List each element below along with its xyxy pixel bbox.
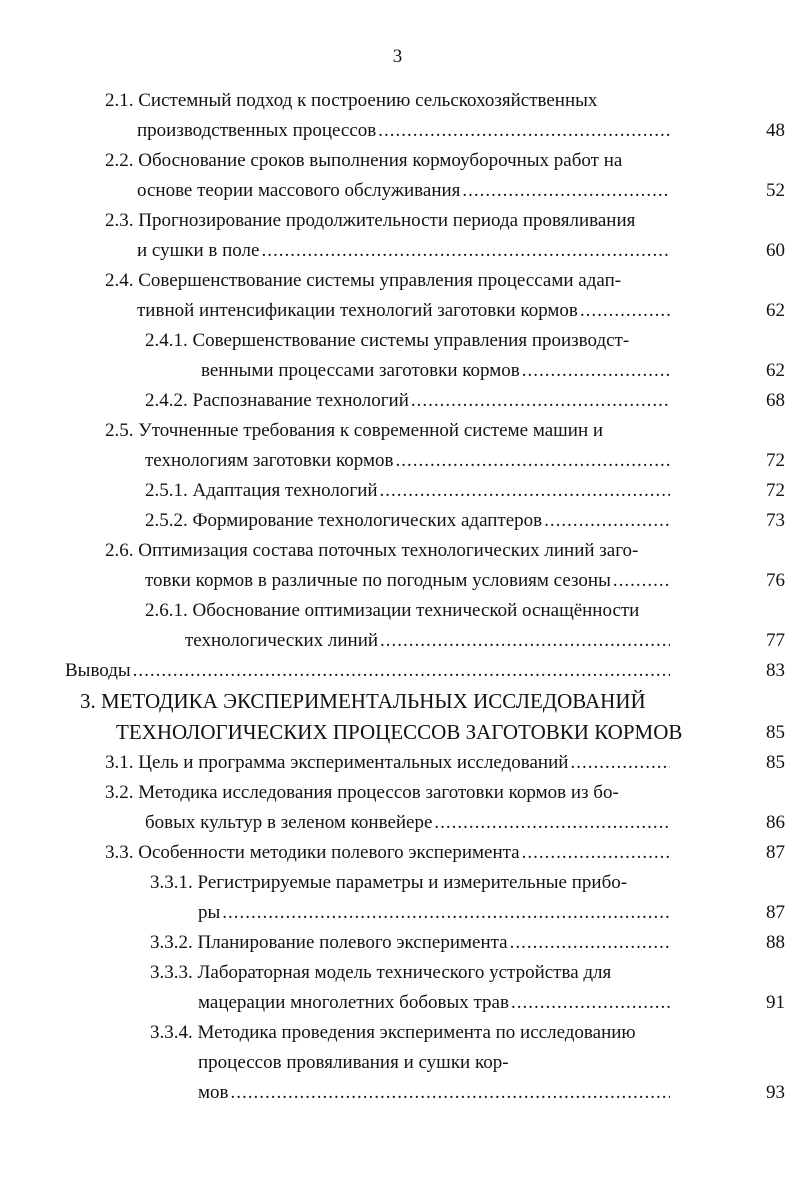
toc-page-number: 93 (766, 1082, 785, 1103)
toc-entry-3-2[interactable] (0, 778, 785, 838)
leader-dots (544, 506, 670, 536)
leader-dots (261, 236, 670, 266)
toc-entry-2-4-1[interactable] (0, 326, 785, 386)
leader-dots (411, 386, 670, 416)
toc-page-number: 48 (766, 120, 785, 141)
toc-entry-3-1[interactable] (0, 748, 785, 778)
toc-entry-3-3-3[interactable] (0, 958, 785, 1018)
toc-entry-2-5-2[interactable] (0, 506, 785, 536)
leader-dots (522, 356, 670, 386)
toc-entry-line: ТЕХНОЛОГИЧЕСКИХ ПРОЦЕССОВ ЗАГОТОВКИ КОРМОВ (116, 720, 683, 744)
toc-entry-line: производственных процессов (137, 120, 377, 141)
toc-entry-2-4-2[interactable] (0, 386, 785, 416)
toc-entry-line: 2.4. Совершенствование системы управления процессами адап- (105, 270, 622, 291)
toc-entry-2-5-1[interactable] (0, 476, 785, 506)
toc-entry-line: бовых культур в зеленом конвейере (145, 812, 433, 833)
toc-entry-2-3[interactable] (0, 206, 785, 266)
leader-dots (378, 116, 670, 146)
toc-page-number: 62 (766, 300, 785, 321)
page-number: 3 (392, 46, 403, 67)
toc-entry-line: товки кормов в различные по погодным условиям сезоны (145, 570, 611, 591)
toc-page-number: 52 (766, 180, 785, 201)
leader-dots (522, 838, 670, 868)
leader-dots (380, 626, 670, 656)
leader-dots (462, 176, 670, 206)
toc-entry-3-3-1[interactable] (0, 868, 785, 928)
toc-entry-chapter-3[interactable] (0, 686, 785, 748)
toc-entry-2-6-1[interactable] (0, 596, 785, 656)
toc-page-number: 91 (766, 992, 785, 1013)
toc-page-number: 86 (766, 812, 785, 833)
toc-entry-line: 2.1. Системный подход к построению сельскохозяйственных (105, 90, 598, 111)
leader-dots (434, 808, 670, 838)
leader-dots (396, 446, 670, 476)
leader-dots (570, 748, 670, 778)
toc-page-number: 62 (766, 360, 785, 381)
toc-page-number: 60 (766, 240, 785, 261)
toc-entry-line: 3. МЕТОДИКА ЭКСПЕРИМЕНТАЛЬНЫХ ИССЛЕДОВАНИЙ (80, 689, 646, 713)
toc-entry-3-3-4[interactable] (0, 1018, 785, 1108)
toc-entry-line: 2.5.2. Формирование технологических адаптеров (145, 510, 543, 531)
toc-entry-line: ры (198, 902, 221, 923)
toc-entry-line: 2.4.1. Совершенствование системы управления производст- (145, 330, 630, 351)
toc-page-number: 77 (766, 630, 785, 651)
toc-page-number: 72 (766, 450, 785, 471)
toc-entry-line: основе теории массового обслуживания (137, 180, 461, 201)
toc-page-number: 83 (766, 660, 785, 681)
toc-entry-line: 2.2. Обоснование сроков выполнения кормоуборочных работ на (105, 150, 623, 171)
toc-entry-3-3-2[interactable] (0, 928, 785, 958)
toc-page-number: 87 (766, 902, 785, 923)
leader-dots (613, 566, 670, 596)
toc-entry-line: 3.2. Методика исследования процессов заготовки кормов из бо- (105, 782, 619, 803)
toc-entry-2-1[interactable] (0, 86, 785, 146)
toc-entry-line: 2.5. Уточненные требования к современной системе машин и (105, 420, 604, 441)
leader-dots (511, 988, 670, 1018)
toc-entry-line: мацерации многолетних бобовых трав (198, 992, 509, 1013)
toc-entry-line: процессов провяливания и сушки кор- (198, 1052, 509, 1073)
toc-entry-line: тивной интенсификации технологий заготовки кормов (137, 300, 578, 321)
toc-entry-line: и сушки в поле (137, 240, 260, 261)
toc-entry-line: 3.3.1. Регистрируемые параметры и измерительные прибо- (150, 872, 628, 893)
toc-entry-line: 2.3. Прогнозирование продолжительности периода провяливания (105, 210, 636, 231)
toc-entry-line: 3.3.4. Методика проведения эксперимента по исследованию (150, 1022, 636, 1043)
toc-page-number: 68 (766, 390, 785, 411)
toc-entry-2-2[interactable] (0, 146, 785, 206)
table-of-contents (0, 86, 795, 1108)
leader-dots (580, 296, 670, 326)
toc-entry-line: 2.6.1. Обоснование оптимизации технической оснащённости (145, 600, 640, 621)
toc-page-number: 85 (766, 722, 785, 743)
toc-page-number: 87 (766, 842, 785, 863)
leader-dots (510, 928, 670, 958)
toc-entry-line: 2.6. Оптимизация состава поточных технологических линий заго- (105, 540, 639, 561)
toc-entry-2-4[interactable] (0, 266, 785, 326)
toc-entry-line: технологических линий (185, 630, 379, 651)
toc-entry-2-5[interactable] (0, 416, 785, 476)
leader-dots (222, 898, 670, 928)
leader-dots (133, 656, 670, 686)
toc-entry-line: 3.3. Особенности методики полевого эксперимента (105, 842, 520, 863)
toc-entry-2-6[interactable] (0, 536, 785, 596)
toc-entry-line: технологиям заготовки кормов (145, 450, 394, 471)
toc-entry-line: мов (198, 1082, 229, 1103)
toc-page-number: 72 (766, 480, 785, 501)
leader-dots (231, 1078, 671, 1108)
toc-entry-line: 3.1. Цель и программа экспериментальных исследований (105, 752, 569, 773)
toc-entry-line: 3.3.3. Лабораторная модель технического устройства для (150, 962, 612, 983)
toc-entry-line: венными процессами заготовки кормов (201, 360, 520, 381)
toc-entry-3-3[interactable] (0, 838, 785, 868)
toc-page-number: 73 (766, 510, 785, 531)
toc-page-number: 88 (766, 932, 785, 953)
leader-dots (380, 476, 670, 506)
toc-entry-line: 2.5.1. Адаптация технологий (145, 480, 378, 501)
toc-entry-conclusions[interactable] (0, 656, 785, 686)
toc-entry-line: 3.3.2. Планирование полевого эксперимента (150, 932, 508, 953)
toc-page-number: 85 (766, 752, 785, 773)
toc-page-number: 76 (766, 570, 785, 591)
toc-entry-line: 2.4.2. Распознавание технологий (145, 390, 409, 411)
toc-entry-line: Выводы (65, 660, 131, 681)
